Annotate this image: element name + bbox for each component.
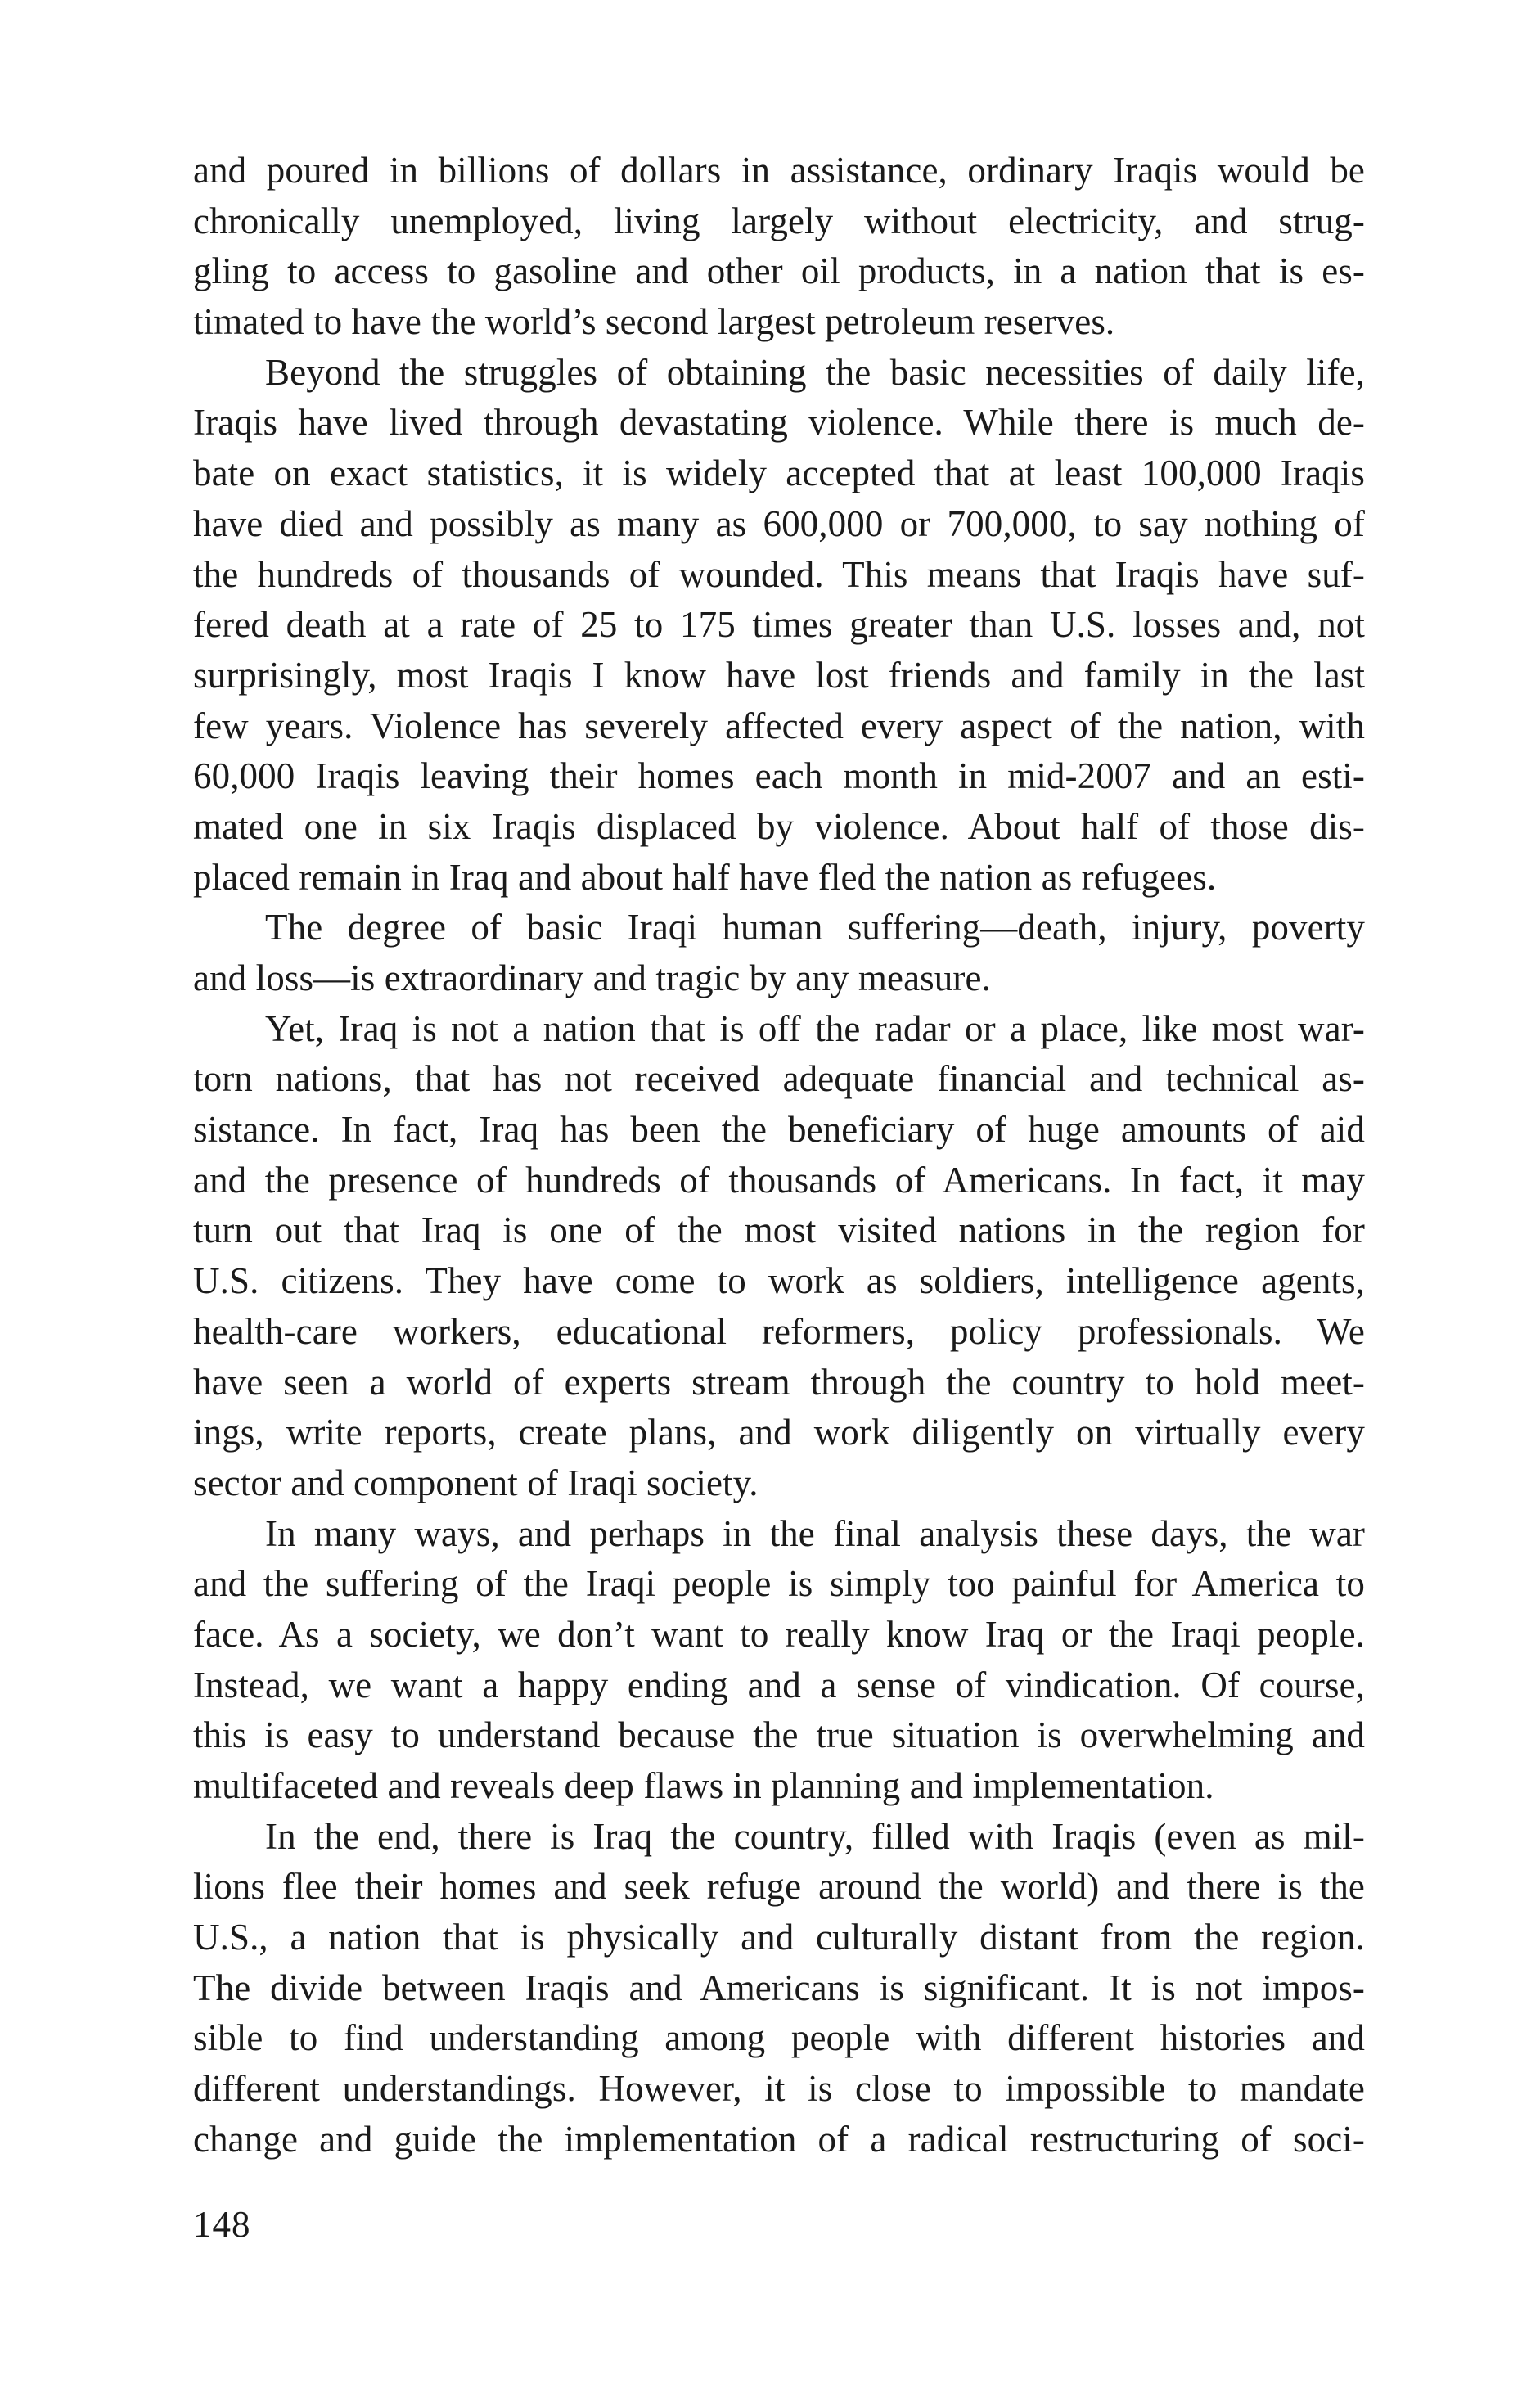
paragraph-end-line: and loss—is extraordinary and tragic by any measure. xyxy=(193,957,991,998)
text-line: bate on exact statistics, it is widely accepted that at least 100,000 Iraqis xyxy=(193,453,1365,494)
text-line: fered death at a rate of 25 to 175 times greater than U.S. losses and, not xyxy=(193,604,1365,646)
text-line: different understandings. However, it is close to impossible to mandate xyxy=(193,2068,1365,2110)
paragraph-first-line: Beyond the struggles of obtaining the basic necessities of daily life, xyxy=(265,351,1365,393)
paragraph-end-line: multifaceted and reveals deep flaws in planning and implementation. xyxy=(193,1765,1214,1806)
body-text xyxy=(193,146,1365,2165)
text-line: The divide between Iraqis and Americans is significant. It is not impos- xyxy=(193,1967,1365,2008)
text-line: this is easy to understand because the true situation is overwhelming and xyxy=(193,1714,1365,1756)
text-line: change and guide the implementation of a radical restructuring of soci- xyxy=(193,2118,1365,2160)
text-line: U.S., a nation that is physically and culturally distant from the region. xyxy=(193,1917,1365,1958)
text-line: have seen a world of experts stream through the country to hold meet- xyxy=(193,1361,1365,1403)
text-line: sistance. In fact, Iraq has been the beneficiary of huge amounts of aid xyxy=(193,1109,1365,1151)
paragraph-first-line: Yet, Iraq is not a nation that is off the radar or a place, like most war- xyxy=(265,1007,1365,1049)
text-line: Iraqis have lived through devastating violence. While there is much de- xyxy=(193,402,1365,444)
text-line: lions flee their homes and seek refuge around the world) and there is the xyxy=(193,1866,1365,1908)
page-number: 148 xyxy=(193,2204,251,2245)
text-line: 60,000 Iraqis leaving their homes each month in mid-2007 and an esti- xyxy=(193,755,1365,797)
text-line: and the suffering of the Iraqi people is simply too painful for America to xyxy=(193,1563,1365,1605)
paragraph-end-line: placed remain in Iraq and about half have fled the nation as refugees. xyxy=(193,856,1217,898)
text-line: mated one in six Iraqis displaced by violence. About half of those dis- xyxy=(193,805,1365,847)
text-line: surprisingly, most Iraqis I know have lost friends and family in the last xyxy=(193,654,1365,696)
text-line: torn nations, that has not received adequate financial and technical as- xyxy=(193,1058,1365,1100)
text-line: few years. Violence has severely affected every aspect of the nation, with xyxy=(193,705,1365,746)
text-line: U.S. citizens. They have come to work as soldiers, intelligence agents, xyxy=(193,1260,1365,1302)
paragraph-end-line: sector and component of Iraqi society. xyxy=(193,1462,759,1503)
paragraph-first-line: In the end, there is Iraq the country, filled with Iraqis (even as mil- xyxy=(265,1815,1365,1857)
text-line: and poured in billions of dollars in assistance, ordinary Iraqis would be xyxy=(193,150,1365,191)
text-line: health-care workers, educational reformers, policy professionals. We xyxy=(193,1310,1365,1352)
text-line: sible to find understanding among people with different histories and xyxy=(193,2017,1365,2059)
paragraph-first-line: The degree of basic Iraqi human suffering—death, injury, poverty xyxy=(265,907,1365,948)
text-line: face. As a society, we don’t want to really know Iraq or the Iraqi people. xyxy=(193,1613,1365,1655)
text-line: the hundreds of thousands of wounded. This means that Iraqis have suf- xyxy=(193,553,1365,595)
text-line: gling to access to gasoline and other oil products, in a nation that is es- xyxy=(193,250,1365,292)
text-line: Instead, we want a happy ending and a sense of vindication. Of course, xyxy=(193,1664,1365,1705)
text-line: chronically unemployed, living largely without electricity, and strug- xyxy=(193,200,1365,241)
paragraph-first-line: In many ways, and perhaps in the final analysis these days, the war xyxy=(265,1512,1365,1554)
text-line: turn out that Iraq is one of the most visited nations in the region for xyxy=(193,1210,1365,1251)
text-line: have died and possibly as many as 600,000 or 700,000, to say nothing of xyxy=(193,502,1365,544)
text-line: ings, write reports, create plans, and work diligently on virtually every xyxy=(193,1412,1365,1453)
paragraph-end-line: timated to have the world’s second largest petroleum reserves. xyxy=(193,301,1115,343)
text-line: and the presence of hundreds of thousands of Americans. In fact, it may xyxy=(193,1159,1365,1201)
